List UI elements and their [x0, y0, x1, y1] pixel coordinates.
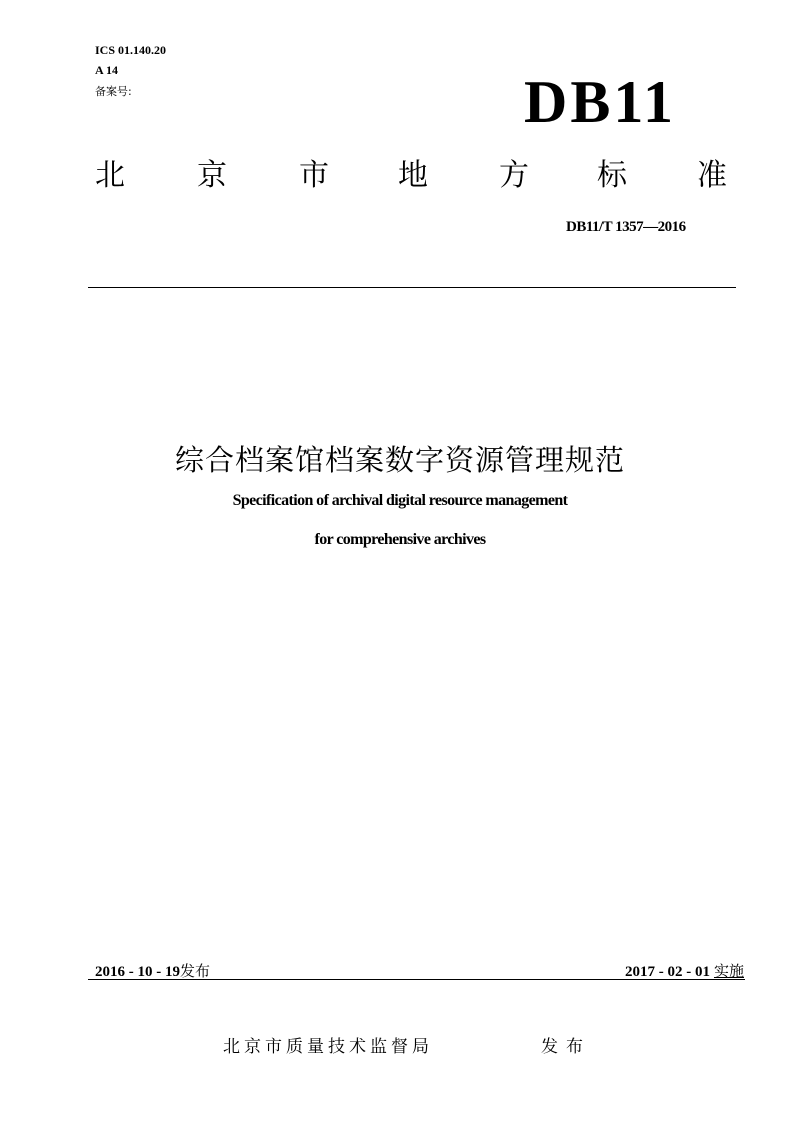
ics-code: ICS 01.140.20	[95, 43, 167, 57]
header-divider	[88, 287, 736, 288]
standard-type-char: 北	[95, 158, 125, 193]
standard-type-char: 地	[398, 158, 428, 193]
standard-number: DB11/T 1357—2016	[566, 219, 686, 235]
standard-type-char: 方	[499, 158, 529, 193]
document-title-cn: 综合档案馆档案数字资源管理规范	[174, 443, 625, 477]
implement-date-block	[625, 960, 744, 981]
standard-type-char: 标	[597, 158, 627, 193]
classification-code: A 14	[95, 63, 119, 77]
db-code-logo: DB11	[524, 69, 677, 135]
publish-date: 2016 - 10 - 19	[95, 964, 180, 980]
standard-type-char: 京	[197, 158, 227, 193]
publish-date-block	[95, 960, 210, 981]
publisher-label: 发布	[541, 1037, 591, 1057]
implement-label: 实施	[713, 962, 744, 980]
publisher-name: 北京市质量技术监督局	[223, 1037, 433, 1057]
standard-type-char: 市	[299, 158, 329, 193]
publish-label: 发布	[180, 962, 211, 980]
document-title-en-line1: Specification of archival digital resource management	[232, 492, 568, 509]
standard-type-char: 准	[697, 158, 727, 193]
implement-date: 2017 - 02 - 01	[624, 964, 710, 980]
footer-divider	[88, 979, 745, 980]
record-number-label: 备案号:	[95, 85, 132, 98]
document-title-en-line2: for comprehensive archives	[314, 531, 486, 548]
